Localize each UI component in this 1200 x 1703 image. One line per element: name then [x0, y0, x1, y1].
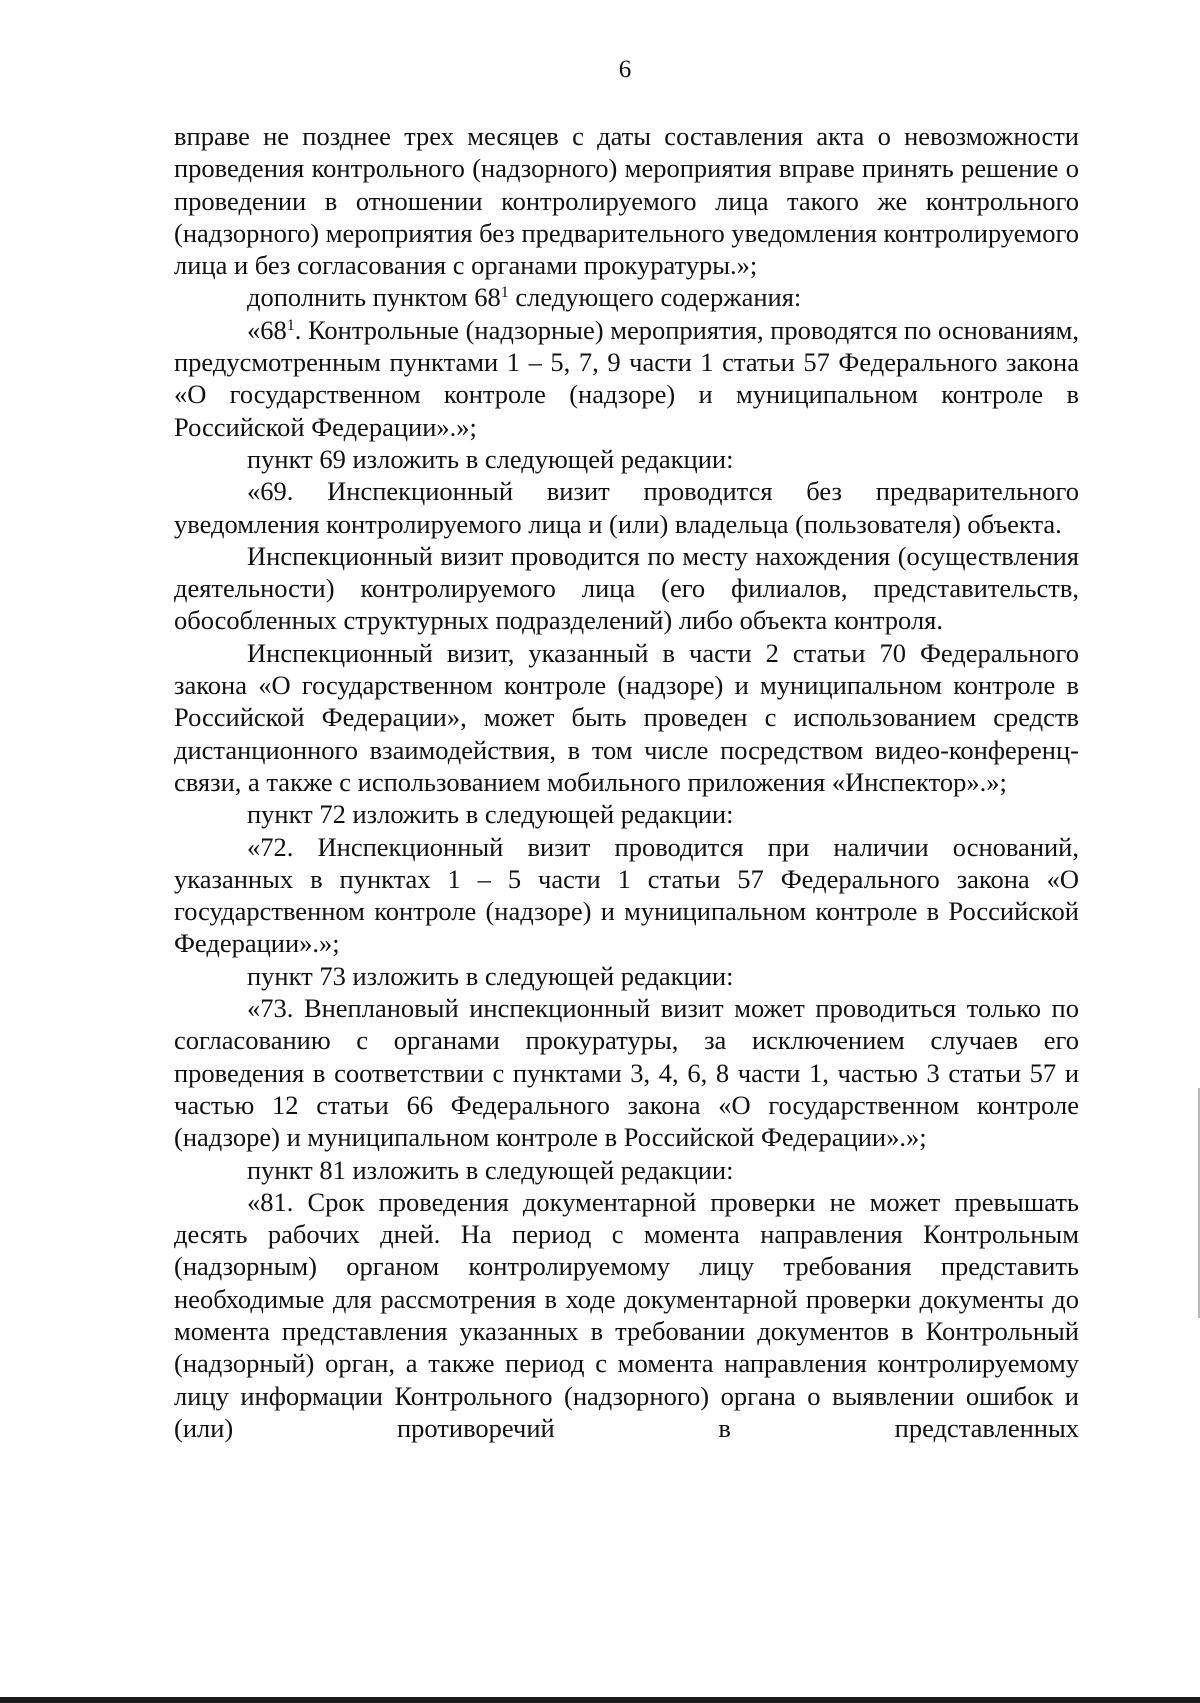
paragraph-amendment-add-68-1: дополнить пунктом $68^1$ следующего содержания:	[247, 282, 802, 313]
paragraph-item-69-part-3: Инспекционный визит, указанный в части 2 статьи 70 Федерального закона «О государственном контроле (надзоре) и муниципальном контроле в Российской Федерации», может быть проведен с использованием средств дистанционного взаимодействия, в том числе посредством видео-конференц-связи, а также с использованием мобильного приложения «Инспектор».»;	[174, 637, 1079, 797]
paragraph-continuation: вправе не позднее трех месяцев с даты составления акта о невозможности проведения контрольного (надзорного) мероприятия вправе принять решение о проведении в отношении контролируемого лица такого же контрольного (надзорного) мероприятия без предварительного уведомления контролируемого лица и без согласования с органами прокуратуры.»;	[174, 121, 1079, 281]
superscript: 1	[286, 316, 295, 334]
paragraph-amendment-73: пункт 73 изложить в следующей редакции:	[247, 960, 734, 991]
page-number: 6	[618, 56, 632, 83]
paragraph-amendment-81: пункт 81 изложить в следующей редакции:	[247, 1154, 734, 1185]
paragraph-amendment-72: пункт 72 изложить в следующей редакции:	[247, 799, 734, 830]
document-body	[174, 120, 1079, 1444]
superscript: 1	[500, 284, 509, 302]
paragraph-amendment-69: пункт 69 изложить в следующей редакции:	[247, 443, 734, 474]
paragraph-item-68-1: «$68^1$. Контрольные (надзорные) мероприятия, проводятся по основаниям, предусмотренным пунктами 1 – 5, 7, 9 части 1 статьи 57 Федерального закона «О государственном контроле (надзоре) и муниципальном контроле в Российской Федерации».»;	[174, 314, 1079, 442]
scan-edge-bottom	[0, 1697, 1200, 1703]
paragraph-item-69: «69. Инспекционный визит проводится без предварительного уведомления контролируемого лица и (или) владельца (пользователя) объекта.	[174, 476, 1079, 539]
paragraph-item-72: «72. Инспекционный визит проводится при наличии оснований, указанных в пунктах 1 – 5 части 1 статьи 57 Федерального закона «О государственном контроле (надзоре) и муниципальном контроле в Российской Федерации».»;	[174, 831, 1079, 959]
paragraph-item-73: «73. Внеплановый инспекционный визит может проводиться только по согласованию с органами прокуратуры, за исключением случаев его проведения в соответствии с пунктами 3, 4, 6, 8 части 1, частью 3 статьи 57 и частью 12 статьи 66 Федерального закона «О государственном контроле (надзоре) и муниципальном контроле в Российской Федерации».»;	[174, 993, 1079, 1153]
paragraph-item-69-part-2: Инспекционный визит проводится по месту нахождения (осуществления деятельности) контролируемого лица (его филиалов, представительств, обособленных структурных подразделений) либо объекта контроля.	[174, 540, 1079, 636]
paragraph-item-81: «81. Срок проведения документарной проверки не может превышать десять рабочих дней. На период с момента направления Контрольным (надзорным) органом контролируемому лицу требования представить необходимые для рассмотрения в ходе документарной проверки документы до момента представления указанных в требовании документов в Контрольный (надзорный) орган, а также период с момента направления контролируемому лицу информации Контрольного (надзорного) органа о выявлении ошибок и (или) противоречий в представленных	[174, 1186, 1079, 1443]
